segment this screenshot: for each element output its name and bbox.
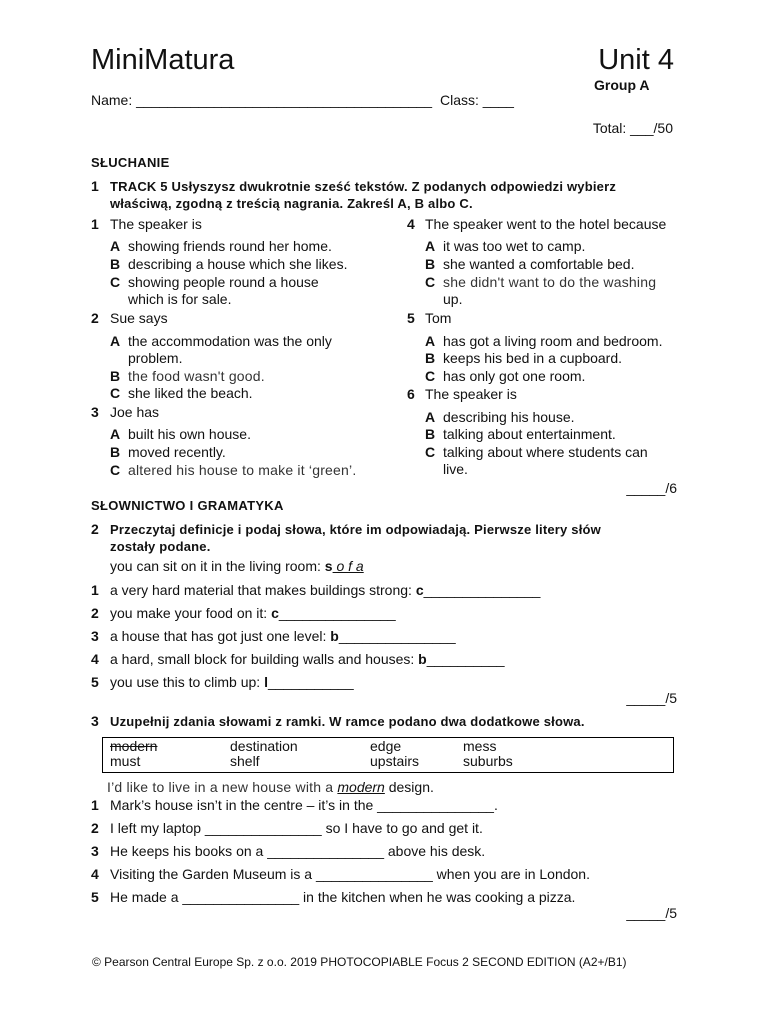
question-number: 1	[91, 216, 99, 232]
item-number: 3	[91, 628, 99, 644]
example-sentence: you can sit on it in the living room: s o f a	[110, 558, 364, 574]
task-instruction	[110, 178, 616, 212]
answer-option[interactable]: A built his own house.	[110, 426, 251, 442]
question-stem: The speaker went to the hotel because	[425, 216, 667, 232]
gap-sentence[interactable]: Visiting the Garden Museum is a _______________ when you are in London.	[110, 866, 590, 882]
item-number: 3	[91, 843, 99, 859]
word-box-item: destination	[230, 738, 298, 754]
answer-option[interactable]: B describing a house which she likes.	[110, 256, 348, 272]
answer-option[interactable]: B she wanted a comfortable bed.	[425, 256, 635, 272]
definition-item[interactable]: a very hard material that makes buildings strong: c_______________	[110, 582, 541, 598]
total-score: Total: ___/50	[592, 120, 673, 136]
question-stem: The speaker is	[425, 386, 517, 402]
worksheet-title: MiniMatura	[91, 44, 235, 76]
answer-option[interactable]: C she didn't want to do the washing up.	[425, 274, 657, 307]
word-box-item: modern	[110, 738, 158, 754]
answer-option[interactable]: A has got a living room and bedroom.	[425, 333, 663, 349]
instruction-line: Przeczytaj definicje i podaj słowa, które im odpowiadają. Pierwsze litery słów	[110, 522, 601, 537]
item-number: 5	[91, 674, 99, 690]
gap-sentence[interactable]: I left my laptop _______________ so I have to go and get it.	[110, 820, 483, 836]
answer-option[interactable]: B moved recently.	[110, 444, 226, 460]
question-number: 3	[91, 404, 99, 420]
answer-option[interactable]: A showing friends round her home.	[110, 238, 332, 254]
section-title-vocabulary: SŁOWNICTWO I GRAMATYKA	[91, 498, 284, 513]
item-number: 4	[91, 651, 99, 667]
item-number: 4	[91, 866, 99, 882]
answer-option[interactable]: C altered his house to make it ‘green’.	[110, 462, 357, 478]
item-number: 2	[91, 605, 99, 621]
instruction-line: zostały podane.	[110, 539, 211, 554]
item-number: 1	[91, 582, 99, 598]
task-number: 2	[91, 521, 99, 537]
example-sentence: I’d like to live in a new house with a modern design.	[107, 779, 434, 795]
group-label: Group A	[594, 77, 650, 93]
answer-option[interactable]: A describing his house.	[425, 409, 575, 425]
question-number: 5	[407, 310, 415, 326]
answer-option[interactable]: C talking about where students can live.	[425, 444, 648, 477]
item-number: 5	[91, 889, 99, 905]
answer-option[interactable]: B keeps his bed in a cupboard.	[425, 350, 623, 366]
definition-item[interactable]: a hard, small block for building walls and houses: b__________	[110, 651, 505, 667]
section-title-listening: SŁUCHANIE	[91, 155, 170, 170]
answer-option[interactable]: A the accommodation was the only problem.	[110, 333, 332, 366]
question-stem: Sue says	[110, 310, 168, 326]
instruction-line: właściwą, zgodną z treścią nagrania. Zakreśl A, B albo C.	[110, 196, 473, 211]
task-number: 3	[91, 713, 99, 729]
name-field[interactable]: Name: ______________________________________	[91, 92, 432, 108]
gap-sentence[interactable]: He made a _______________ in the kitchen when he was cooking a pizza.	[110, 889, 576, 905]
class-field[interactable]: Class: ____	[440, 92, 514, 108]
answer-option[interactable]: B talking about entertainment.	[425, 426, 616, 442]
question-stem: Tom	[425, 310, 452, 326]
task-instruction: Uzupełnij zdania słowami z ramki. W ramce podano dwa dodatkowe słowa.	[110, 714, 585, 729]
word-box-item: mess	[463, 738, 497, 754]
question-stem: The speaker is	[110, 216, 202, 232]
word-box-item: edge	[370, 738, 402, 754]
question-number: 4	[407, 216, 415, 232]
instruction-line: TRACK 5 Usłyszysz dwukrotnie sześć tekstów. Z podanych odpowiedzi wybierz	[110, 179, 617, 194]
section-score: _____/5	[626, 905, 677, 921]
question-number: 2	[91, 310, 99, 326]
word-box-item: upstairs	[370, 753, 420, 769]
word-box	[102, 737, 674, 773]
footer-copyright: © Pearson Central Europe Sp. z o.o. 2019 PHOTOCOPIABLE Focus 2 SECOND EDITION (A2+/B1)	[92, 955, 627, 969]
item-number: 2	[91, 820, 99, 836]
section-score: _____/5	[626, 690, 677, 706]
section-score: _____/6	[626, 480, 677, 496]
definition-item[interactable]: you make your food on it: c_______________	[110, 605, 396, 621]
definition-item[interactable]: you use this to climb up: l___________	[110, 674, 354, 690]
question-stem: Joe has	[110, 404, 160, 420]
answer-option[interactable]: C has only got one room.	[425, 368, 586, 384]
question-number: 6	[407, 386, 415, 402]
task-number: 1	[91, 178, 99, 194]
item-number: 1	[91, 797, 99, 813]
task-instruction	[110, 521, 601, 555]
word-box-item: shelf	[230, 753, 260, 769]
answer-option[interactable]: C she liked the beach.	[110, 385, 253, 401]
gap-sentence[interactable]: Mark’s house isn’t in the centre – it’s in the _______________.	[110, 797, 498, 813]
answer-option[interactable]: B the food wasn't good.	[110, 368, 265, 384]
answer-option[interactable]: A it was too wet to camp.	[425, 238, 586, 254]
word-box-item: must	[110, 753, 141, 769]
unit-label: Unit 4	[598, 44, 674, 76]
gap-sentence[interactable]: He keeps his books on a _______________ above his desk.	[110, 843, 486, 859]
word-box-item: suburbs	[463, 753, 513, 769]
definition-item[interactable]: a house that has got just one level: b_______________	[110, 628, 456, 644]
answer-option[interactable]: C showing people round a house which is for sale.	[110, 274, 319, 307]
